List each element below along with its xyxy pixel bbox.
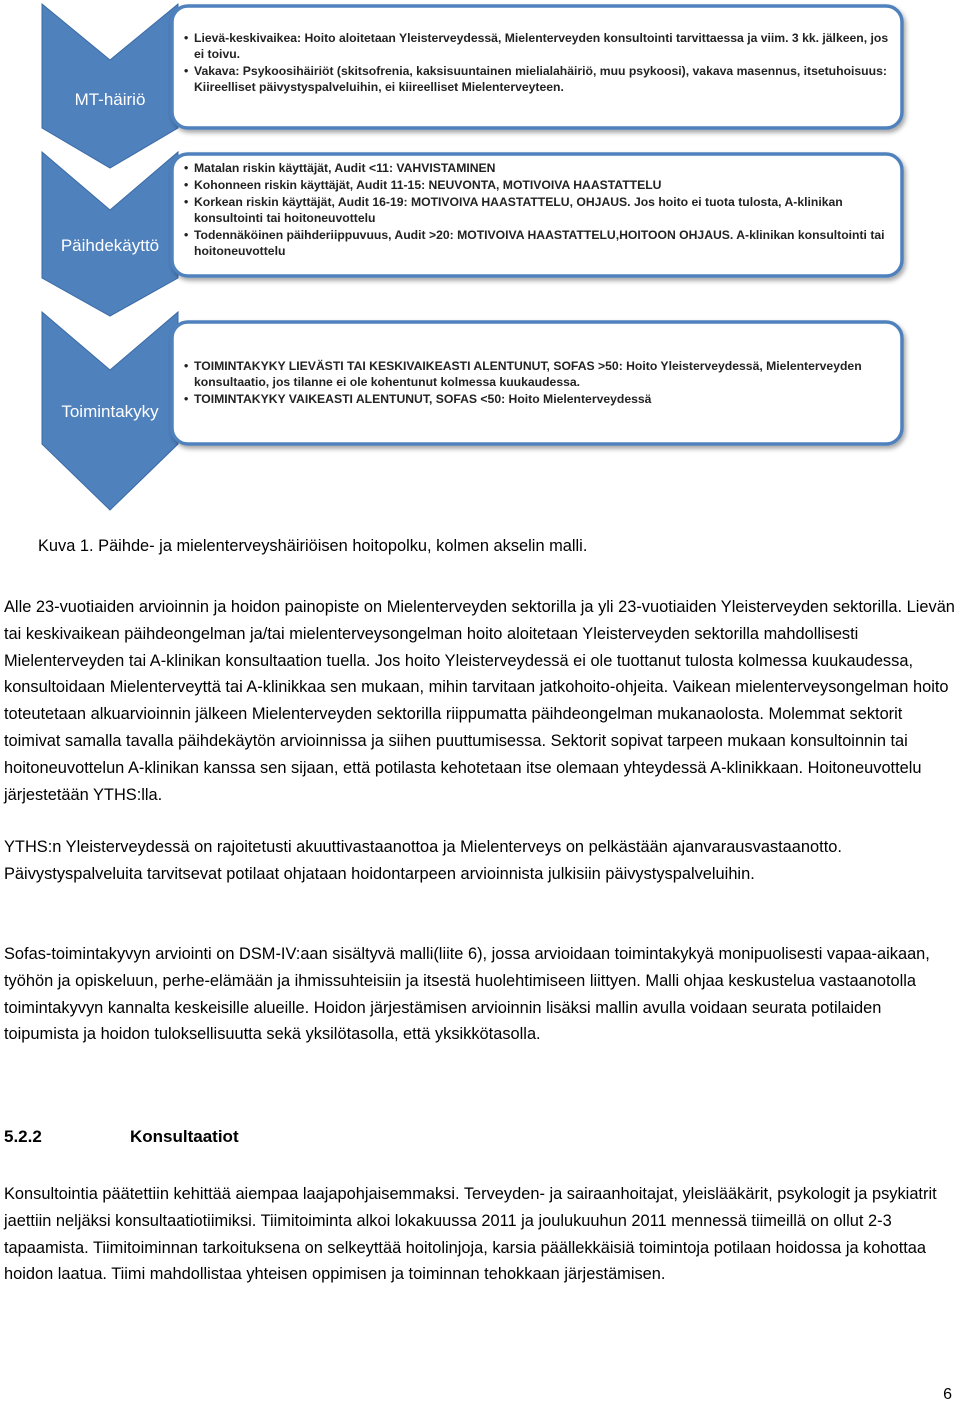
- figure-caption: Kuva 1. Päihde- ja mielenterveyshäiriöisen hoitopolku, kolmen akselin malli.: [38, 537, 588, 555]
- paragraph-konsultointi: Konsultointia päätettiin kehittää aiempaa laajapohjaisemmaksi. Terveyden- ja sairaanhoitajat, yleislääkärit, psykologit ja psykiatrit jaettiin neljäksi konsultaatiotiimiksi. Tiimitoiminta alkoi lokakuussa 2011 ja joulukuuhun 2011 mennessä tiimeillä on ollut 2-3 tapaamista. Tiimitoiminnan tarkoituksena on selkeyttää hoitolinjoja, karsia päällekkäisiä toimintoja potilaan hoidossa ja kohottaa hoidon laatua. Tiimi mahdollistaa yhteisen oppimisen ja toiminnan tehokkaan järjestämisen.: [4, 1185, 937, 1284]
- chevron-label-mt-hairio: MT-häiriö: [74, 90, 146, 109]
- chevron-label-toimintakyky: Toimintakyky: [61, 402, 159, 421]
- list-item: • Vakava: Psykoosihäiriöt (skitsofrenia, kaksisuuntainen mielialahäiriö, muu psykoosi), vakava masennus, itsetuhoisuus: Kiireelliset päivystyspalveluihin, ei kiireelliset Mielenterveyteen.: [184, 63, 889, 95]
- list-item: • Lievä-keskivaikea: Hoito aloitetaan Yleisterveydessä, Mielenterveyden konsultointi tarvittaessa ja viim. 3 kk. jälkeen, jos ei toivu.: [184, 30, 889, 62]
- list-item: • Korkean riskin käyttäjät, Audit 16-19: MOTIVOIVA HAASTATTELU, OHJAUS. Jos hoito ei tuota tulosta, A-klinikan konsultointi tai hoitoneuvottelu: [184, 194, 889, 226]
- chevron-mt-hairio: [42, 4, 178, 168]
- section-title: Konsultaatiot: [130, 1127, 239, 1146]
- list-item: • TOIMINTAKYKY LIEVÄSTI TAI KESKIVAIKEASTI ALENTUNUT, SOFAS >50: Hoito Yleisterveydessä, Mielenterveyden konsultaatio, jos tilanne ei ole kohentunut kolmessa kuukaudessa.: [184, 358, 889, 390]
- paragraph-yths: YTHS:n Yleisterveydessä on rajoitetusti akuuttivastaanottoa ja Mielenterveys on pelkästään ajanvarausvastaanotto. Päivystyspalveluita tarvitsevat potilaat ohjataan hoidontarpeen arvioinnista julkisiin päivystyspalveluihin.: [4, 838, 842, 883]
- list-item: • TOIMINTAKYKY VAIKEASTI ALENTUNUT, SOFAS <50: Hoito Mielenterveydessä: [184, 391, 889, 407]
- chevron-label-paihdekaytto: Päihdekäyttö: [60, 236, 160, 255]
- box-text-toimintakyky: [184, 358, 889, 408]
- chevron-paihdekaytto: [42, 152, 178, 316]
- list-item: • Kohonneen riskin käyttäjät, Audit 11-15: NEUVONTA, MOTIVOIVA HAASTATTELU: [184, 177, 889, 193]
- page-number: 6: [943, 1386, 952, 1403]
- paragraph-sofas: Sofas-toimintakyvyn arviointi on DSM-IV:aan sisältyvä malli(liite 6), jossa arvioidaan toimintakykyä monipuolisesti vapaa-aikaan, työhön ja opiskeluun, perhe-elämään ja ihmissuhteisiin ja itsestä huolehtimiseen liittyen. Malli ohjaa keskustelua vastaanotolla toimintakyvyn kannalta keskeisille alueille. Hoidon järjestämisen arvioinnin lisäksi mallin avulla voidaan seurata potilaiden toipumista ja hoidon tuloksellisuutta sekä yksilötasolla, että yksikkötasolla.: [4, 945, 930, 1044]
- section-heading: [4, 1127, 239, 1147]
- box-text-paihdekaytto: [184, 160, 889, 260]
- section-number: 5.2.2: [4, 1127, 42, 1146]
- list-item: • Todennäköinen päihderiippuvuus, Audit >20: MOTIVOIVA HAASTATTELU,HOITOON OHJAUS. A-klinikan konsultointi tai hoitoneuvottelu: [184, 227, 889, 259]
- box-text-mt-hairio: [184, 30, 889, 96]
- paragraph-painopiste: Alle 23-vuotiaiden arvioinnin ja hoidon painopiste on Mielenterveyden sektorilla ja yli 23-vuotiaiden Yleisterveyden sektorilla. Lievän tai keskivaikean päihdeongelman ja/tai mielenterveysongelman hoito aloitetaan Yleisterveyden sektorilla mahdollisesti Mielenterveyden tai A-klinikan konsultaation tuella. Jos hoito Yleisterveydessä ei ole tuottanut tulosta kolmessa kuukaudessa, konsultoidaan Mielenterveyttä tai A-klinikkaa sen mukaan, mihin tarvitaan jatkohoito-ohjeita. Vaikean mielenterveysongelman hoito toteutetaan alkuarvioinnin jälkeen Mielenterveyden sektorilla riippumatta päihdeongelman mukanaolosta. Molemmat sektorit toimivat samalla tavalla päihdekäytön arvioinnissa ja siihen puuttumisessa. Sektorit sopivat tarpeen mukaan konsultoinnin tai hoitoneuvottelun A-klinikan kanssa sen sijaan, että potilasta kehotetaan itse olemaan yhteydessä A-klinikkaan. Hoitoneuvottelu järjestetään YTHS:lla.: [4, 598, 955, 804]
- list-item: • Matalan riskin käyttäjät, Audit <11: VAHVISTAMINEN: [184, 160, 889, 176]
